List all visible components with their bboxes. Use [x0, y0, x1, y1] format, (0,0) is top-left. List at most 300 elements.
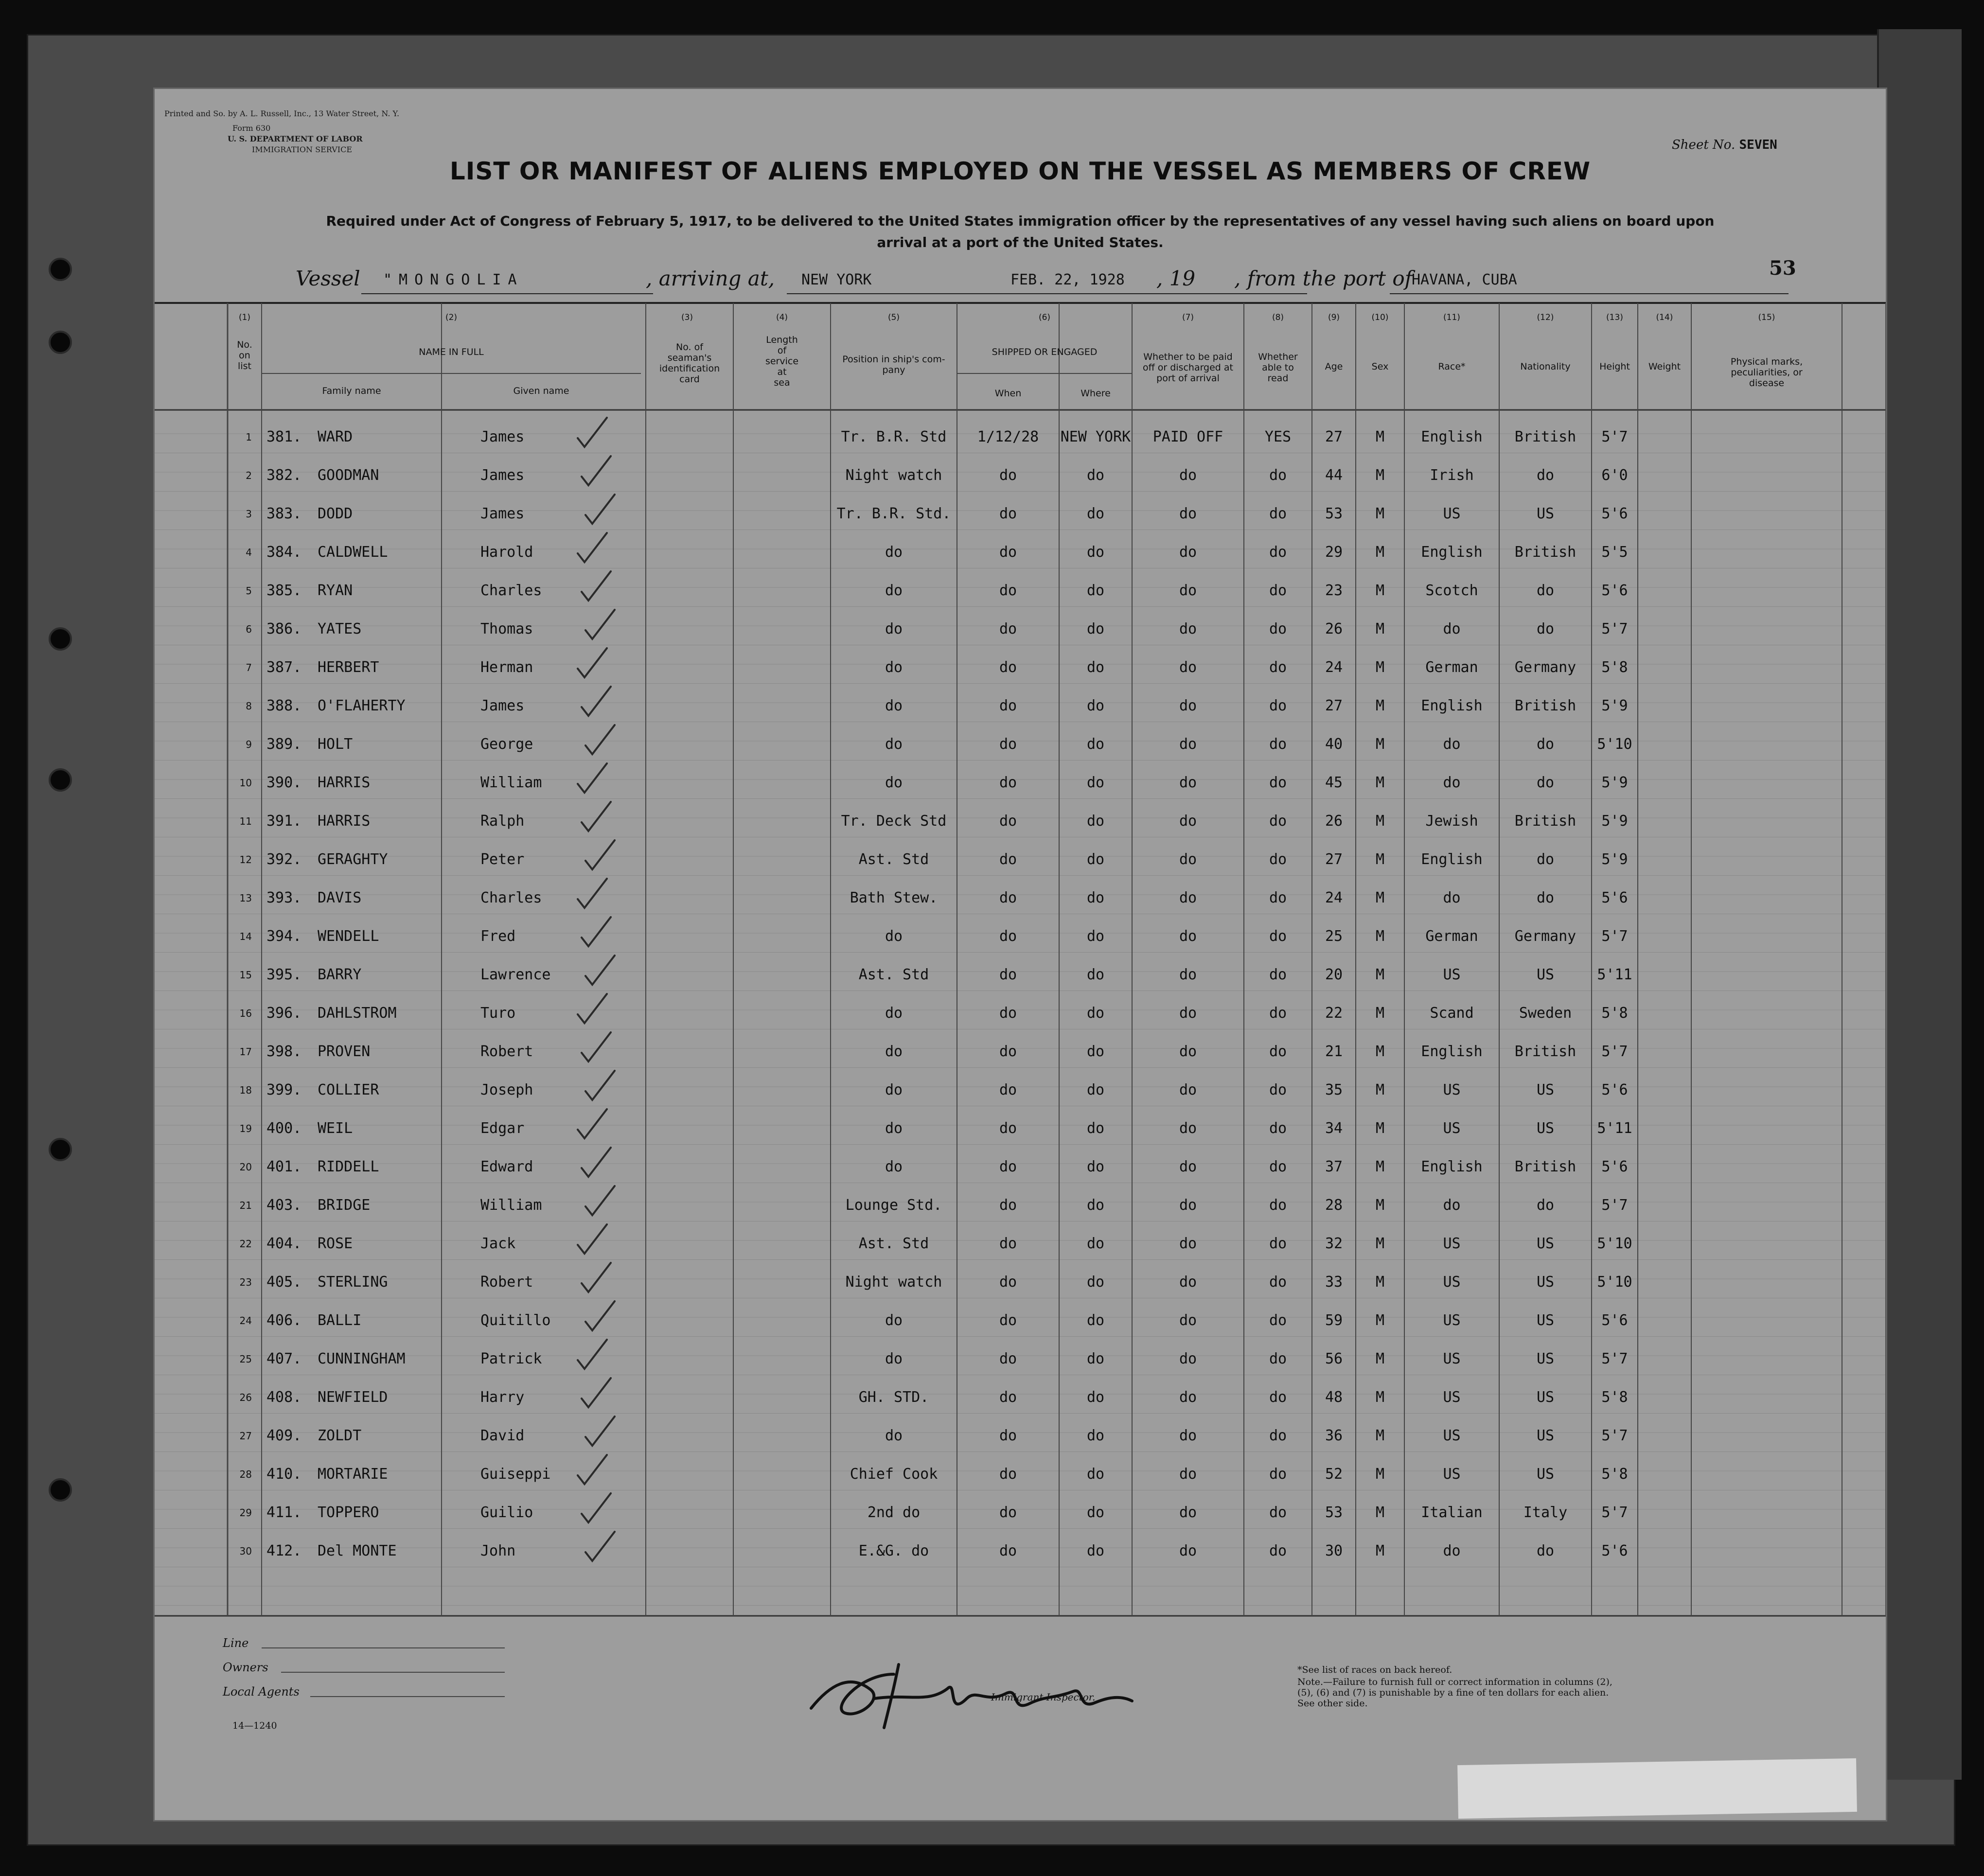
age: 27: [1325, 428, 1343, 445]
column-number: (14): [1656, 313, 1673, 322]
age: 20: [1325, 966, 1343, 983]
age: 35: [1325, 1081, 1343, 1098]
nationality: Sweden: [1519, 1005, 1572, 1022]
paid-off: do: [1179, 1466, 1197, 1483]
crew-ref-number: 393.: [266, 889, 302, 906]
binder-hole: [49, 768, 72, 792]
paid-off: do: [1179, 697, 1197, 714]
header-height: Height: [1599, 361, 1630, 372]
nationality: Germany: [1514, 659, 1577, 676]
given-name: Thomas: [480, 620, 533, 637]
age: 32: [1325, 1235, 1343, 1252]
ship-position: do: [885, 736, 903, 753]
paid-off: do: [1179, 736, 1197, 753]
able-to-read: do: [1269, 1158, 1287, 1175]
able-to-read: do: [1269, 774, 1287, 791]
nationality: US: [1536, 1120, 1555, 1137]
ship-position: do: [885, 1043, 903, 1060]
shipped-when: do: [999, 966, 1017, 983]
crew-ref-number: 405.: [266, 1274, 302, 1291]
age: 26: [1325, 813, 1343, 830]
able-to-read: YES: [1264, 428, 1292, 445]
paid-off: do: [1179, 544, 1197, 561]
crew-ref-number: 390.: [266, 774, 302, 791]
given-name: William: [480, 774, 542, 791]
family-name: HARRIS: [318, 774, 371, 791]
row-number: 17: [239, 1046, 252, 1058]
check-mark-icon: [585, 610, 615, 639]
family-name: COLLIER: [318, 1081, 379, 1098]
race: Scand: [1430, 1005, 1474, 1022]
race: German: [1425, 659, 1478, 676]
row-number: 18: [239, 1084, 252, 1096]
row-number: 27: [239, 1430, 252, 1442]
able-to-read: do: [1269, 1312, 1287, 1329]
column-number: (12): [1537, 313, 1554, 322]
age: 27: [1325, 851, 1343, 868]
given-name: Lawrence: [480, 966, 551, 983]
check-mark-icon: [582, 687, 611, 716]
check-mark-icon: [585, 1301, 615, 1330]
header-nationality: Nationality: [1520, 361, 1571, 372]
family-name: GOODMAN: [318, 467, 379, 484]
able-to-read: do: [1269, 1274, 1287, 1291]
sex: M: [1375, 1542, 1385, 1559]
shipped-where: do: [1086, 1235, 1105, 1252]
check-mark-icon: [578, 763, 607, 793]
age: 21: [1325, 1043, 1343, 1060]
nationality: British: [1514, 1043, 1577, 1060]
ship-position: Chief Cook: [850, 1466, 938, 1483]
height: 5'6: [1601, 889, 1628, 906]
family-name: DAVIS: [318, 889, 362, 906]
race: US: [1443, 1427, 1461, 1444]
shipped-where: do: [1086, 736, 1105, 753]
height: 5'10: [1597, 1274, 1632, 1291]
check-mark-icon: [585, 956, 615, 985]
sex: M: [1375, 620, 1385, 637]
ship-position: Ast. Std: [858, 966, 929, 983]
shipped-where: do: [1086, 1120, 1105, 1137]
column-number: (1): [238, 313, 251, 322]
crew-ref-number: 406.: [266, 1312, 302, 1329]
height: 5'9: [1601, 774, 1628, 791]
check-mark-icon: [578, 533, 607, 562]
row-number: 13: [239, 892, 252, 904]
given-name: Robert: [480, 1043, 533, 1060]
header-weight: Weight: [1648, 361, 1681, 372]
sex: M: [1375, 1120, 1385, 1137]
ship-position: Tr. Deck Std: [841, 813, 947, 830]
paid-off: do: [1179, 1542, 1197, 1559]
sex: M: [1375, 966, 1385, 983]
shipped-when: do: [999, 467, 1017, 484]
age: 30: [1325, 1542, 1343, 1559]
shipped-when: do: [999, 813, 1017, 830]
column-number: (2): [445, 313, 458, 322]
paid-off: do: [1179, 659, 1197, 676]
arriving-label: , arriving at,: [646, 266, 775, 290]
shipped-where: do: [1086, 1005, 1105, 1022]
sex: M: [1375, 813, 1385, 830]
sex: M: [1375, 544, 1385, 561]
paid-off: do: [1179, 1197, 1197, 1214]
family-name: HARRIS: [318, 813, 371, 830]
paid-off: do: [1179, 966, 1197, 983]
race: do: [1443, 774, 1461, 791]
shipped-where: do: [1086, 1197, 1105, 1214]
family-name: PROVEN: [318, 1043, 371, 1060]
ship-position: E.&G. do: [858, 1542, 929, 1559]
shipped-when: do: [999, 1081, 1017, 1098]
able-to-read: do: [1269, 1043, 1287, 1060]
able-to-read: do: [1269, 1389, 1287, 1406]
height: 5'8: [1601, 1466, 1628, 1483]
height: 5'6: [1601, 1542, 1628, 1559]
ship-position: do: [885, 1005, 903, 1022]
given-name: John: [480, 1542, 516, 1559]
binder-hole: [49, 1478, 72, 1502]
able-to-read: do: [1269, 1081, 1287, 1098]
race: German: [1425, 928, 1478, 945]
nationality: do: [1536, 582, 1555, 599]
family-name: BALLI: [318, 1312, 362, 1329]
height: 5'8: [1601, 1005, 1628, 1022]
sheet-label: Sheet No.: [1672, 138, 1736, 152]
row-number: 8: [246, 700, 252, 712]
row-number: 7: [246, 662, 252, 673]
column-number: (4): [776, 313, 788, 322]
sex: M: [1375, 1504, 1385, 1521]
race: US: [1443, 1274, 1461, 1291]
races-note: *See list of races on back hereof.: [1297, 1664, 1453, 1675]
family-name: DAHLSTROM: [318, 1005, 397, 1022]
family-name: CALDWELL: [318, 544, 388, 561]
given-name: Herman: [480, 659, 533, 676]
nationality: US: [1536, 1350, 1555, 1367]
age: 28: [1325, 1197, 1343, 1214]
able-to-read: do: [1269, 544, 1287, 561]
nationality: British: [1514, 813, 1577, 830]
age: 22: [1325, 1005, 1343, 1022]
paid-off: do: [1179, 1504, 1197, 1521]
able-to-read: do: [1269, 736, 1287, 753]
crew-ref-number: 396.: [266, 1005, 302, 1022]
check-mark-icon: [578, 1224, 607, 1254]
crew-ref-number: 403.: [266, 1197, 302, 1214]
crew-ref-number: 387.: [266, 659, 302, 676]
check-mark-icon: [582, 571, 611, 601]
able-to-read: do: [1269, 1350, 1287, 1367]
family-name: MORTARIE: [318, 1466, 388, 1483]
ship-position: do: [885, 697, 903, 714]
crew-ref-number: 386.: [266, 620, 302, 637]
age: 53: [1325, 1504, 1343, 1521]
height: 5'11: [1597, 966, 1632, 983]
column-number: (11): [1443, 313, 1460, 322]
family-name: O'FLAHERTY: [318, 697, 406, 714]
check-mark-icon: [578, 994, 607, 1023]
torn-paper-edge: [1457, 1758, 1857, 1819]
shipped-when: do: [999, 1235, 1017, 1252]
given-name: James: [480, 428, 525, 445]
race: US: [1443, 1466, 1461, 1483]
shipped-where: do: [1086, 582, 1105, 599]
able-to-read: do: [1269, 505, 1287, 522]
family-name: HERBERT: [318, 659, 379, 676]
race: US: [1443, 1120, 1461, 1137]
ship-position: do: [885, 928, 903, 945]
column-number: (13): [1606, 313, 1623, 322]
given-name: James: [480, 697, 525, 714]
column-number: (6): [1038, 313, 1051, 322]
age: 45: [1325, 774, 1343, 791]
paid-off: do: [1179, 1005, 1197, 1022]
header-name-in-full: NAME IN FULL: [419, 347, 484, 357]
header-sex: Sex: [1371, 361, 1389, 372]
crew-ref-number: 401.: [266, 1158, 302, 1175]
shipped-when: do: [999, 1197, 1017, 1214]
age: 56: [1325, 1350, 1343, 1367]
family-name: WENDELL: [318, 928, 379, 945]
sex: M: [1375, 928, 1385, 945]
shipped-where: do: [1086, 1427, 1105, 1444]
shipped-when: do: [999, 851, 1017, 868]
crew-ref-number: 398.: [266, 1043, 302, 1060]
ship-position: Night watch: [845, 467, 942, 484]
ship-position: do: [885, 1427, 903, 1444]
header-age: Age: [1325, 361, 1343, 372]
check-mark-icon: [585, 1186, 615, 1215]
family-name: ZOLDT: [318, 1427, 362, 1444]
paid-off: do: [1179, 620, 1197, 637]
column-number: (7): [1182, 313, 1194, 322]
ship-position: Ast. Std: [858, 851, 929, 868]
sex: M: [1375, 428, 1385, 445]
able-to-read: do: [1269, 1542, 1287, 1559]
nationality: do: [1536, 889, 1555, 906]
row-number: 20: [239, 1161, 252, 1173]
shipped-where: do: [1086, 1504, 1105, 1521]
header-no-on-list: No. on list: [237, 339, 252, 372]
paid-off: do: [1179, 1312, 1197, 1329]
crew-ref-number: 384.: [266, 544, 302, 561]
ship-position: do: [885, 774, 903, 791]
able-to-read: do: [1269, 813, 1287, 830]
shipped-where: do: [1086, 1389, 1105, 1406]
height: 5'6: [1601, 582, 1628, 599]
sheet-value: SEVEN: [1739, 138, 1777, 152]
able-to-read: do: [1269, 966, 1287, 983]
height: 5'8: [1601, 1389, 1628, 1406]
family-name: YATES: [318, 620, 362, 637]
row-number: 28: [239, 1469, 252, 1480]
ship-position: GH. STD.: [858, 1389, 929, 1406]
nationality: US: [1536, 1274, 1555, 1291]
given-name: Joseph: [480, 1081, 533, 1098]
ship-position: do: [885, 1081, 903, 1098]
paid-off: do: [1179, 774, 1197, 791]
height: 5'7: [1601, 1197, 1628, 1214]
header-race: Race*: [1438, 361, 1466, 372]
height: 5'7: [1601, 1427, 1628, 1444]
check-mark-icon: [585, 1416, 615, 1446]
row-number: 12: [239, 854, 252, 866]
shipped-when: do: [999, 505, 1017, 522]
ship-position: 2nd do: [867, 1504, 921, 1521]
height: 5'9: [1601, 851, 1628, 868]
document-title: LIST OR MANIFEST OF ALIENS EMPLOYED ON THE VESSEL AS MEMBERS OF CREW: [449, 157, 1591, 185]
paid-off: do: [1179, 813, 1197, 830]
age: 33: [1325, 1274, 1343, 1291]
nationality: do: [1536, 620, 1555, 637]
age: 24: [1325, 889, 1343, 906]
row-number: 26: [239, 1392, 252, 1403]
paid-off: do: [1179, 851, 1197, 868]
given-name: David: [480, 1427, 525, 1444]
shipped-where: do: [1086, 889, 1105, 906]
crew-ref-number: 412.: [266, 1542, 302, 1559]
row-number: 9: [246, 739, 252, 750]
header-given-name: Given name: [513, 386, 569, 396]
row-number: 10: [239, 777, 252, 789]
able-to-read: do: [1269, 1197, 1287, 1214]
shipped-when: do: [999, 1005, 1017, 1022]
given-name: Patrick: [480, 1350, 542, 1367]
able-to-read: do: [1269, 659, 1287, 676]
crew-ref-number: 411.: [266, 1504, 302, 1521]
sex: M: [1375, 505, 1385, 522]
crew-ref-number: 407.: [266, 1350, 302, 1367]
able-to-read: do: [1269, 1427, 1287, 1444]
race: English: [1421, 544, 1483, 561]
given-name: Guiseppi: [480, 1466, 551, 1483]
given-name: George: [480, 736, 533, 753]
family-name: DODD: [318, 505, 353, 522]
nationality: do: [1536, 467, 1555, 484]
sex: M: [1375, 1197, 1385, 1214]
able-to-read: do: [1269, 1120, 1287, 1137]
sex: M: [1375, 1081, 1385, 1098]
crew-ref-number: 391.: [266, 813, 302, 830]
shipped-where: do: [1086, 1350, 1105, 1367]
check-mark-icon: [578, 879, 607, 908]
sex: M: [1375, 582, 1385, 599]
shipped-where: do: [1086, 620, 1105, 637]
race: US: [1443, 1389, 1461, 1406]
penalty-note: Note.—Failure to furnish full or correct information in columns (2), (5), (6) and (7) is punishable by a fine of ten dollars for each alien. See other side.: [1297, 1677, 1612, 1709]
sheet-number: [1672, 138, 1777, 152]
row-number: 30: [239, 1545, 252, 1557]
height: 5'6: [1601, 505, 1628, 522]
crew-ref-number: 395.: [266, 966, 302, 983]
able-to-read: do: [1269, 928, 1287, 945]
shipped-when: do: [999, 1120, 1017, 1137]
arrival-date: FEB. 22, 1928: [1010, 271, 1125, 288]
shipped-when: do: [999, 659, 1017, 676]
check-mark-icon: [582, 802, 611, 831]
shipped-when: do: [999, 736, 1017, 753]
family-name: STERLING: [318, 1274, 388, 1291]
row-number: 29: [239, 1507, 252, 1519]
paid-off: do: [1179, 1235, 1197, 1252]
check-mark-icon: [582, 1032, 611, 1062]
nationality: Italy: [1523, 1504, 1568, 1521]
height: 5'8: [1601, 659, 1628, 676]
ship-position: Ast. Std: [858, 1235, 929, 1252]
binder-hole: [49, 1138, 72, 1161]
ship-position: do: [885, 1158, 903, 1175]
header-family-name: Family name: [322, 386, 381, 396]
height: 6'0: [1601, 467, 1628, 484]
paid-off: do: [1179, 1158, 1197, 1175]
given-name: James: [480, 467, 525, 484]
nationality: do: [1536, 1197, 1555, 1214]
crew-ref-number: 400.: [266, 1120, 302, 1137]
able-to-read: do: [1269, 1466, 1287, 1483]
check-mark-icon: [582, 1148, 611, 1177]
column-number: (15): [1758, 313, 1775, 322]
age: 52: [1325, 1466, 1343, 1483]
race: English: [1421, 1043, 1483, 1060]
paid-off: do: [1179, 1081, 1197, 1098]
height: 5'7: [1601, 1043, 1628, 1060]
given-name: Edgar: [480, 1120, 525, 1137]
row-number: 24: [239, 1315, 252, 1327]
row-number: 1: [246, 431, 252, 443]
height: 5'9: [1601, 813, 1628, 830]
given-name: Guilio: [480, 1504, 533, 1521]
race: do: [1443, 1542, 1461, 1559]
race: US: [1443, 1081, 1461, 1098]
race: do: [1443, 736, 1461, 753]
sex: M: [1375, 1466, 1385, 1483]
given-name: James: [480, 505, 525, 522]
vessel-label: Vessel: [296, 266, 360, 290]
age: 48: [1325, 1389, 1343, 1406]
header-length-service: Length of service at sea: [765, 335, 799, 388]
check-mark-icon: [585, 1532, 615, 1561]
race: US: [1443, 1350, 1461, 1367]
ship-position: Night watch: [845, 1274, 942, 1291]
able-to-read: do: [1269, 851, 1287, 868]
sex: M: [1375, 1350, 1385, 1367]
column-number: (9): [1328, 313, 1340, 322]
shipped-when: do: [999, 697, 1017, 714]
family-name: ROSE: [318, 1235, 353, 1252]
height: 5'7: [1601, 1350, 1628, 1367]
given-name: Charles: [480, 582, 542, 599]
family-name: WARD: [318, 428, 353, 445]
check-mark-icon: [578, 648, 607, 677]
given-name: Quitillo: [480, 1312, 551, 1329]
ship-position: Lounge Std.: [845, 1197, 942, 1214]
check-mark-icon: [582, 1493, 611, 1522]
age: 34: [1325, 1120, 1343, 1137]
given-name: Fred: [480, 928, 516, 945]
header-seaman-card: No. of seaman's identification card: [659, 342, 720, 385]
able-to-read: do: [1269, 697, 1287, 714]
check-mark-icon: [578, 1455, 607, 1484]
shipped-where: do: [1086, 851, 1105, 868]
family-name: BARRY: [318, 966, 362, 983]
sex: M: [1375, 1043, 1385, 1060]
given-name: Harry: [480, 1389, 525, 1406]
footer-line-label: Line: [223, 1636, 249, 1650]
nationality: US: [1536, 1081, 1555, 1098]
row-number: 19: [239, 1123, 252, 1134]
shipped-where: do: [1086, 966, 1105, 983]
